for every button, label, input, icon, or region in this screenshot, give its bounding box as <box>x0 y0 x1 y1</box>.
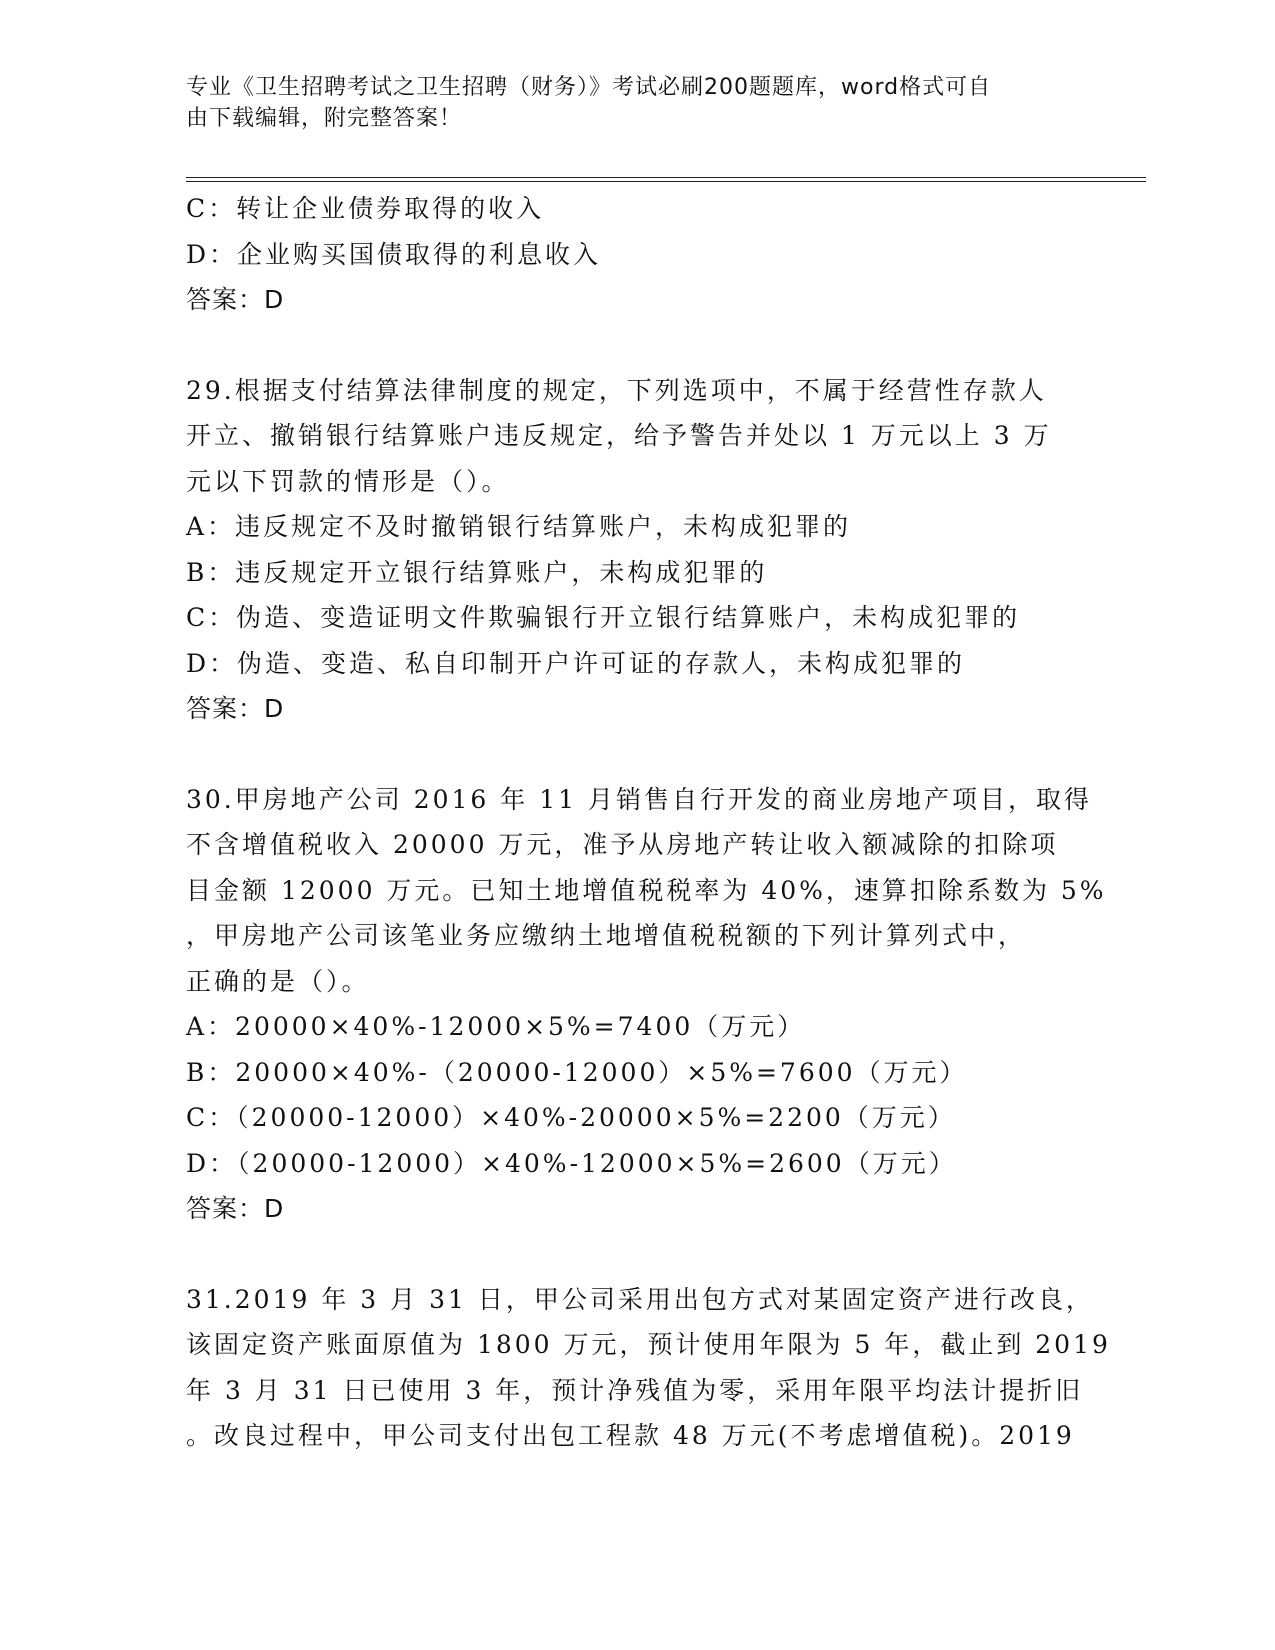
q30-stem-line-1: 30.甲房地产公司 2016 年 11 月销售自行开发的商业房地产项目，取得 <box>186 784 1092 814</box>
q29-stem-line-3: 元以下罚款的情形是（）。 <box>186 466 510 496</box>
q31-stem-line-2: 该固定资产账面原值为 1800 万元，预计使用年限为 5 年，截止到 2019 <box>186 1330 1111 1359</box>
q29-stem-line-2: 开立、撤销银行结算账户违反规定，给予警告并处以 1 万元以上 3 万 <box>186 421 1052 450</box>
q30-answer: 答案：D <box>186 1194 285 1223</box>
q29-option-d: D：伪造、变造、私自印制开户许可证的存款人，未构成犯罪的 <box>186 648 966 678</box>
q29-answer: 答案：D <box>186 694 285 723</box>
q29-option-c: C：伪造、变造证明文件欺骗银行开立银行结算账户，未构成犯罪的 <box>186 603 1021 632</box>
header-title-line-1: 专业《卫生招聘考试之卫生招聘（财务）》考试必刷200题题库，word格式可自 <box>186 75 992 100</box>
q30-stem-line-2: 不含增值税收入 20000 万元，准予从房地产转让收入额减除的扣除项 <box>186 830 1059 859</box>
question-29 <box>186 368 1086 732</box>
q30-stem-line-4: ，甲房地产公司该笔业务应缴纳土地增值税税额的下列计算列式中， <box>186 921 1027 950</box>
q28-answer: 答案：D <box>186 285 285 314</box>
q30-stem-line-5: 正确的是（）。 <box>186 966 370 996</box>
question-31 <box>186 1277 1111 1459</box>
q29-option-a: A：违反规定不及时撤销银行结算账户，未构成犯罪的 <box>186 512 852 541</box>
q29-option-b: B：违反规定开立银行结算账户，未构成犯罪的 <box>186 557 768 587</box>
header-title-line-2: 由下载编辑，附完整答案！ <box>186 106 463 131</box>
header-divider-bottom <box>186 181 1146 182</box>
q31-stem-line-1: 31.2019 年 3 月 31 日，甲公司采用出包方式对某固定资产进行改良， <box>186 1284 1094 1314</box>
question-28 <box>186 186 1086 323</box>
q28-option-c: C：转让企业债券取得的收入 <box>186 194 545 223</box>
q30-option-d: D：（20000-12000）×40%-12000×5%=2600（万元） <box>186 1148 957 1178</box>
spacer <box>186 1232 1086 1277</box>
q30-option-a: A：20000×40%-12000×5%=7400（万元） <box>186 1012 806 1041</box>
spacer <box>186 323 1086 368</box>
q30-option-c: C：（20000-12000）×40%-20000×5%=2200（万元） <box>186 1103 956 1132</box>
spacer <box>186 732 1086 777</box>
q31-stem-line-3: 年 3 月 31 日已使用 3 年，预计净残值为零，采用年限平均法计提折旧 <box>186 1375 1084 1405</box>
document-body <box>186 186 1111 1459</box>
q30-option-b: B：20000×40%-（20000-12000）×5%=7600（万元） <box>186 1057 968 1087</box>
header-divider-top <box>186 177 1146 178</box>
q29-stem-line-1: 29.根据支付结算法律制度的规定，下列选项中，不属于经营性存款人 <box>186 375 1047 405</box>
q28-option-d: D：企业购买国债取得的利息收入 <box>186 239 602 269</box>
document-header <box>186 72 1066 134</box>
q31-stem-line-4: 。改良过程中，甲公司支付出包工程款 48 万元(不考虑增值税)。2019 <box>186 1421 1075 1450</box>
q30-stem-line-3: 目金额 12000 万元。已知土地增值税税率为 40%，速算扣除系数为 5% <box>186 875 1107 905</box>
question-30 <box>186 777 1107 1232</box>
